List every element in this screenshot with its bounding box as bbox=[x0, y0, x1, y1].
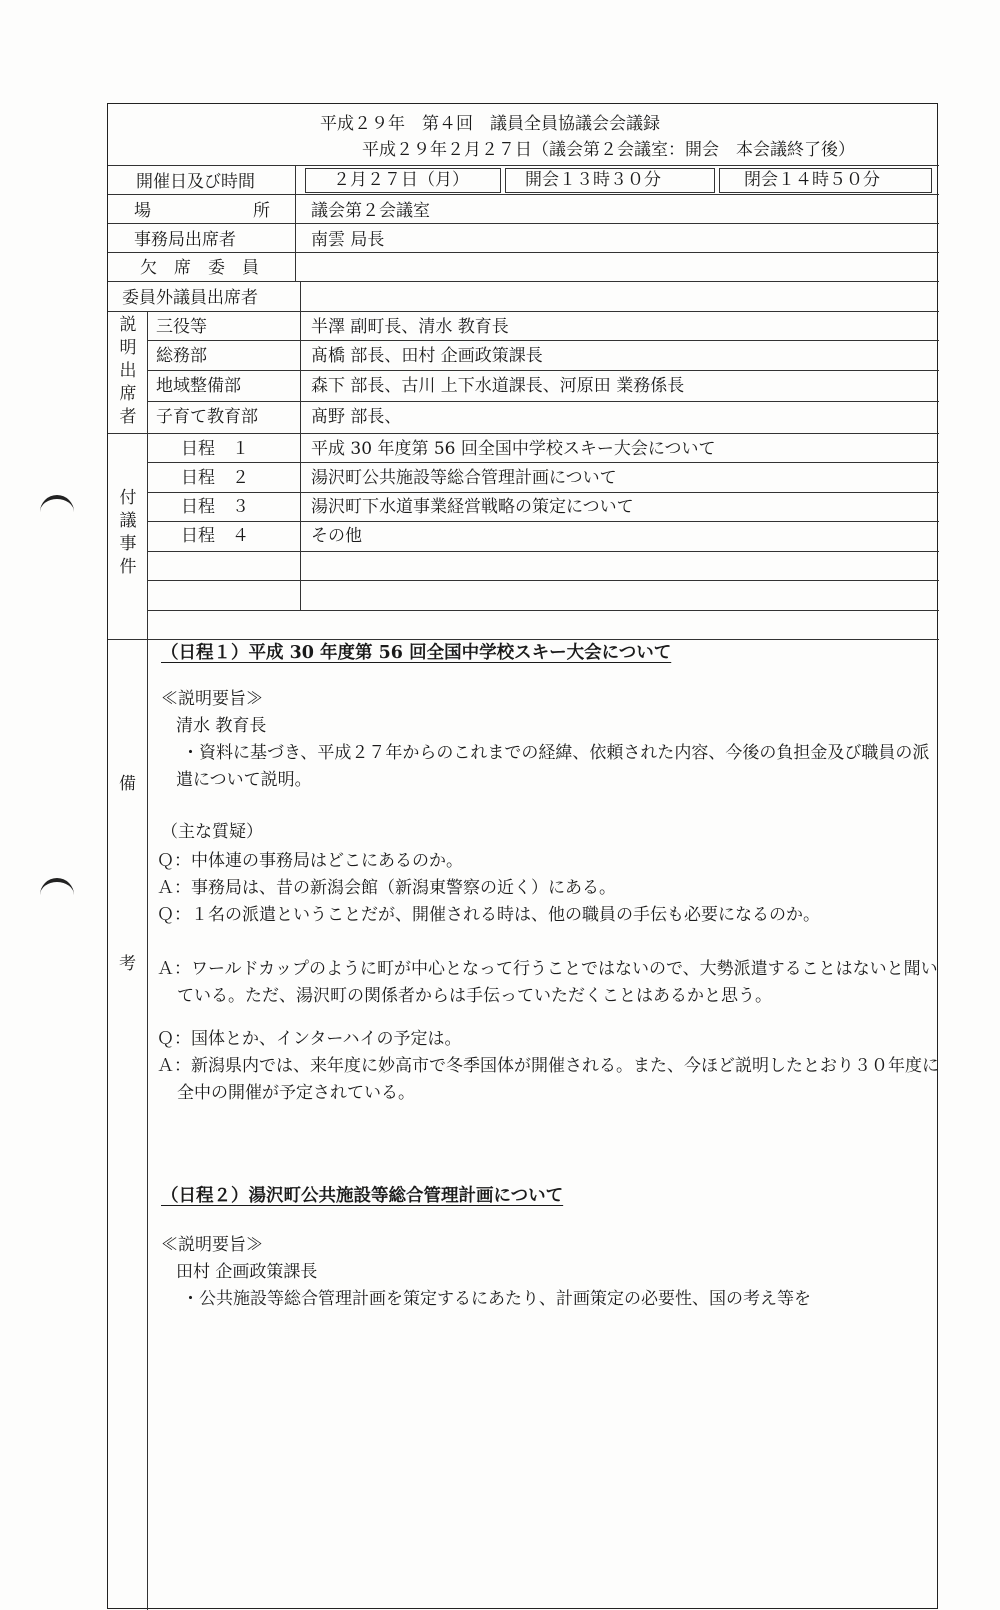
agenda-title: 平成 30 年度第 56 回全国中学校スキー大会について bbox=[311, 439, 716, 459]
outside-label: 委員外議員出席者 bbox=[122, 288, 258, 308]
qa-line: Ａ：ワールドカップのように町が中心となって行うことではないので、大勢派遣することはないと聞いている。ただ、湯沢町の関係者からは手伝っていただくことはあるかと思う。 bbox=[157, 959, 938, 1006]
qa-line: Ｑ：国体とか、インターハイの予定は。 bbox=[157, 1029, 462, 1049]
explainer-dept: 総務部 bbox=[156, 346, 207, 366]
punch-hole-top bbox=[40, 495, 74, 529]
date-label: 開催日及び時間 bbox=[136, 172, 255, 192]
agenda-title: 湯沢町下水道事業経営戦略の策定について bbox=[311, 497, 634, 517]
secretariat-label: 事務局出席者 bbox=[134, 230, 236, 250]
agenda-title: 湯沢町公共施設等総合管理計画について bbox=[311, 468, 617, 488]
section1-body: ・資料に基づき、平成２７年からのこれまでの経緯、依頼された内容、今後の負担金及び職員の派遣について説明。 bbox=[176, 743, 930, 790]
agenda-title: その他 bbox=[311, 526, 362, 546]
agenda-number: 日程 ２ bbox=[181, 468, 249, 488]
absent-label: 欠 席 委 員 bbox=[140, 258, 259, 278]
section2-heading: （日程２）湯沢町公共施設等総合管理計画について bbox=[161, 1186, 564, 1206]
section1-heading: （日程１）平成 30 年度第 56 回全国中学校スキー大会について bbox=[161, 643, 672, 663]
minutes-document bbox=[107, 103, 938, 1609]
section1-speaker: 清水 教育長 bbox=[176, 716, 267, 736]
explainer-names: 森下 部長、古川 上下水道課長、河原田 業務係長 bbox=[311, 376, 685, 396]
open-time: 開会１３時３０分 bbox=[525, 170, 661, 190]
document-subtitle: 平成２９年２月２７日（議会第２会議室：開会 本会議終了後） bbox=[362, 140, 855, 160]
explainer-names: 半澤 副町長、清水 教育長 bbox=[311, 317, 509, 337]
explainer-names: 髙野 部長、 bbox=[311, 407, 402, 427]
document-title: 平成２９年 第４回 議員全員協議会会議録 bbox=[320, 114, 660, 134]
explainer-dept: 地域整備部 bbox=[156, 376, 241, 396]
agenda-number: 日程 １ bbox=[181, 439, 249, 459]
punch-hole-bottom bbox=[40, 878, 74, 912]
agenda-number: 日程 ３ bbox=[181, 497, 249, 517]
place-label-2: 所 bbox=[253, 201, 270, 221]
section2-body: ・公共施設等総合管理計画を策定するにあたり、計画策定の必要性、国の考え等を bbox=[182, 1289, 811, 1309]
qa-line: Ｑ：１名の派遣ということだが、開催される時は、他の職員の手伝も必要になるのか。 bbox=[157, 905, 820, 925]
section2-speaker: 田村 企画政策課長 bbox=[176, 1262, 318, 1282]
secretariat-value: 南雲 局長 bbox=[311, 230, 385, 250]
qa-line: Ｑ：中体連の事務局はどこにあるのか。 bbox=[157, 851, 463, 871]
section2-summary-label: ≪説明要旨≫ bbox=[161, 1235, 263, 1255]
remarks-label-top: 備 bbox=[119, 774, 136, 794]
close-time: 閉会１４時５０分 bbox=[744, 170, 880, 190]
explainer-dept: 三役等 bbox=[156, 317, 207, 337]
explainer-dept: 子育て教育部 bbox=[156, 407, 258, 427]
qa-line: Ａ：事務局は、昔の新潟会館（新潟東警察の近く）にある。 bbox=[157, 878, 616, 898]
meeting-date: ２月２７日（月） bbox=[333, 170, 469, 190]
section1-qa-label: （主な質疑） bbox=[161, 822, 263, 842]
section1-summary-label: ≪説明要旨≫ bbox=[161, 689, 263, 709]
agenda-label: 付 議 事 件 bbox=[119, 488, 137, 577]
place-label-1: 場 bbox=[134, 201, 151, 221]
agenda-number: 日程 ４ bbox=[181, 526, 249, 546]
place-value: 議会第２会議室 bbox=[311, 201, 430, 221]
qa-line: Ａ：新潟県内では、来年度に妙高市で冬季国体が開催される。また、今ほど説明したとおり３０年度に全中の開催が予定されている。 bbox=[157, 1056, 939, 1103]
explainer-names: 髙橋 部長、田村 企画政策課長 bbox=[311, 346, 543, 366]
remarks-label-bottom: 考 bbox=[119, 954, 136, 974]
explainers-label: 説 明 出 席 者 bbox=[119, 315, 137, 427]
